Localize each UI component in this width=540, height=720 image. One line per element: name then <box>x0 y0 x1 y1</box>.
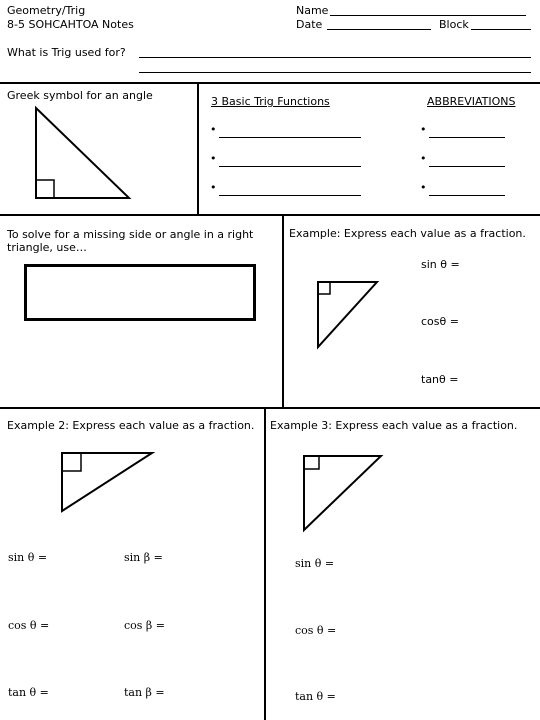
solve-text-line1: To solve for a missing side or angle in a right <box>7 228 254 241</box>
name-label: Name <box>296 4 329 17</box>
example1-title: Example: Express each value as a fraction. <box>289 227 526 240</box>
greek-label: Greek symbol for an angle <box>7 89 153 102</box>
greek-right-angle-marker <box>36 180 54 198</box>
example3-right-angle-marker <box>304 456 319 469</box>
example1-tan: tanθ = <box>421 373 459 386</box>
example2-title: Example 2: Express each value as a fraction. <box>7 419 255 432</box>
example1-sin: sin θ = <box>421 258 460 271</box>
lesson-title: 8-5 SOHCAHTOA Notes <box>7 18 134 31</box>
example2-tan-beta: tan β = <box>124 686 165 699</box>
abbr-bullet-1: • <box>420 123 427 136</box>
example3-sin: sin θ = <box>295 557 335 570</box>
example2-right-angle-marker <box>62 453 81 471</box>
function-bullet-1: • <box>210 123 217 136</box>
abbreviations-title: ABBREVIATIONS <box>427 95 516 108</box>
example2-cos-beta: cos β = <box>124 619 165 632</box>
example3-cos: cos θ = <box>295 624 337 637</box>
block-label: Block <box>439 18 469 31</box>
greek-triangle <box>36 108 129 198</box>
question-text: What is Trig used for? <box>7 46 126 59</box>
functions-title: 3 Basic Trig Functions <box>211 95 330 108</box>
example2-cos-theta: cos θ = <box>8 619 50 632</box>
abbr-bullet-3: • <box>420 181 427 194</box>
abbr-bullet-2: • <box>420 152 427 165</box>
example2-tan-theta: tan θ = <box>8 686 49 699</box>
example1-triangle <box>318 282 377 347</box>
example3-triangle <box>304 456 381 530</box>
solve-text-line2: triangle, use… <box>7 241 87 254</box>
example2-sin-beta: sin β = <box>124 551 163 564</box>
example3-title: Example 3: Express each value as a fraction. <box>270 419 518 432</box>
function-bullet-3: • <box>210 181 217 194</box>
example2-sin-theta: sin θ = <box>8 551 48 564</box>
function-bullet-2: • <box>210 152 217 165</box>
course-title: Geometry/Trig <box>7 4 86 17</box>
date-label: Date <box>296 18 323 31</box>
example3-tan: tan θ = <box>295 690 336 703</box>
example1-right-angle-marker <box>318 282 330 294</box>
example1-cos: cosθ = <box>421 315 459 328</box>
example2-triangle <box>62 453 152 511</box>
